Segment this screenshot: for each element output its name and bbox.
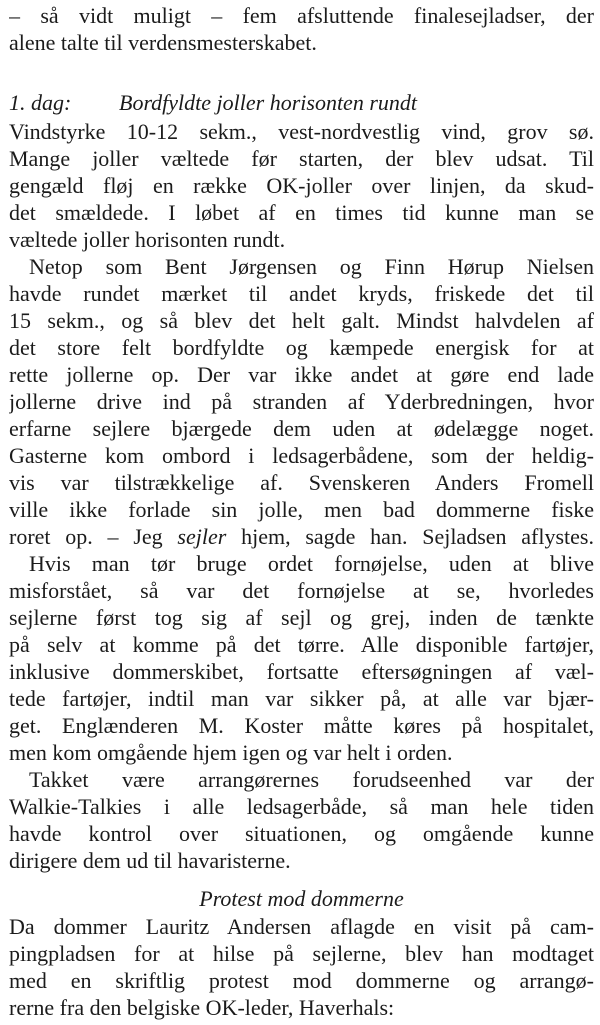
text-line: men kom omgående hjem igen og var helt i orden. [9,740,453,765]
text-line: rerne fra den belgiske OK-leder, Haverhals: [9,995,395,1020]
text-line: Da dommer Lauritz Andersen aflagde en visit på cam- [9,914,594,939]
text-line: rette jollerne op. Der var ikke andet at gøre end lade [9,362,594,387]
text-line: havde kontrol over situationen, og omgående kunne [9,821,594,846]
text-line: Netop som Bent Jørgensen og Finn Hørup Nielsen [29,254,594,279]
text-line: havde rundet mærket til andet kryds, friskede det til [9,281,594,306]
text-line: Mange joller væltede før starten, der blev udsat. Til [9,146,594,171]
text-line: get. Englænderen M. Koster måtte køres på hospitalet, [9,713,594,738]
text-segment: roret op. – Jeg [9,524,178,549]
text-line: jollerne drive ind på stranden af Yderbredningen, hvor [9,389,594,414]
text-line: tede fartøjer, indtil man var sikker på, at alle var bjær- [9,686,594,711]
emphasized-word: sejler [177,524,227,549]
text-line: væltede joller horisonten rundt. [9,227,286,252]
text-segment: hjem, sagde han. Sejladsen aflystes. [226,524,594,549]
day-label: 1. dag: [9,90,72,115]
text-line: sejlerne først tog sig af sejl og grej, inden de tænkte [9,605,594,630]
text-line: vis var tilstrækkelige af. Svenskeren Anders Fromell [9,470,594,495]
text-line: Takket være arrangørernes forudseenhed var der [29,767,594,792]
text-line: Walkie-Talkies i alle ledsagerbåde, så man hele tiden [9,794,594,819]
text-line: ville ikke forlade sin jolle, men bad dommerne fiske [9,497,594,522]
text-line: misforstået, så var det fornøjelse at se, hvorledes [9,578,594,603]
text-line: med en skriftlig protest mod dommerne og arrangø- [9,968,594,993]
text-line: på selv at komme på det tørre. Alle disponible fartøjer, [9,632,594,657]
text-line: inklusive dommerskibet, fortsatte eftersøgningen af væl- [9,659,594,684]
text-line: det smældede. I løbet af en times tid kunne man se [9,200,594,225]
text-line: Gasterne kom ombord i ledsagerbådene, som der heldig- [9,443,594,468]
book-page [9,0,594,1025]
text-line: Hvis man tør bruge ordet fornøjelse, uden at blive [29,551,594,576]
section-heading-protest: Protest mod dommerne [199,886,404,911]
text-line: – så vidt muligt – fem afsluttende finalesejladser, der [9,3,594,28]
text-line: gengæld fløj en række OK-joller over linjen, da skud- [9,173,594,198]
section-title: Bordfyldte joller horisonten rundt [119,90,417,115]
text-line: Vindstyrke 10-12 sekm., vest-nordvestlig vind, grov sø. [9,119,594,144]
text-line: dirigere dem ud til havaristerne. [9,848,291,873]
text-line: det store felt bordfyldte og kæmpede energisk for at [9,335,594,360]
text-line: 15 sekm., og så blev det helt galt. Mindst halvdelen af [9,308,594,333]
text-line [9,523,594,550]
text-line: alene talte til verdensmesterskabet. [9,30,317,55]
section-heading-day-1 [9,89,594,116]
text-line: pingpladsen for at hilse på sejlerne, blev han modtaget [9,941,594,966]
text-line: erfarne sejlere bjærgede dem uden at ødelægge noget. [9,416,594,441]
